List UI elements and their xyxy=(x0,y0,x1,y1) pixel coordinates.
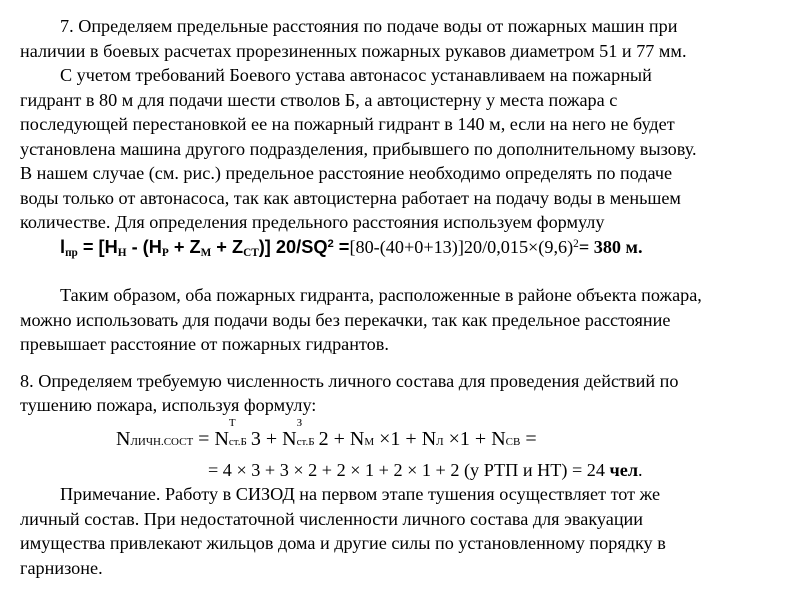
personnel-formula: NЛИЧН.СОСТ = N T ст.Б 3 + N З ст.Б 2 + NМ ×1 + NЛ ×1 + NСВ = xyxy=(116,416,537,450)
item7-line2: наличии в боевых расчетах прорезиненных пожарных рукавов диаметром 51 и 77 мм. xyxy=(20,40,687,61)
item7-line8: воды только от автонасоса, так как автоцистерна работает на подачу воды в меньшем xyxy=(20,187,681,208)
note-line4: гарнизоне. xyxy=(20,557,103,578)
conclusion-line2: можно использовать для подачи воды без перекачки, так как предельное расстояние xyxy=(20,309,671,330)
conclusion-line1: Таким образом, оба пожарных гидранта, расположенные в районе объекта пожара, xyxy=(60,285,702,305)
note-line1: Примечание. Работу в СИЗОД на первом этапе тушения осуществляет тот же xyxy=(60,484,661,504)
personnel-result: = 4 × 3 + 3 × 2 + 2 × 1 + 2 × 1 + 2 (у РТП и НТ) = 24 чел. xyxy=(208,459,643,480)
note-line2: личный состав. При недостаточной численности личного состава для эвакуации xyxy=(20,508,644,529)
spacer xyxy=(20,357,780,369)
item8-line2: тушению пожара, используя формулу: xyxy=(20,395,317,415)
item7-line9: количестве. Для определения предельного расстояния используем формулу xyxy=(20,212,605,232)
item7-line7: В нашем случае (см. рис.) предельное расстояние необходимо определять по подаче xyxy=(20,163,673,183)
item7-line5: последующей перестановкой ее на пожарный гидрант в 140 м, если на него не будет xyxy=(20,114,675,134)
note-line3: имущества привлекают жильцов дома и другие силы по установленному порядку в xyxy=(20,533,666,553)
item7-line6: установлена машина другого подразделения, прибывшего по дополнительному вызову. xyxy=(20,138,697,159)
item7-line1: 7. Определяем предельные расстояния по подаче воды от пожарных машин при xyxy=(60,16,678,36)
document-page xyxy=(20,14,780,580)
item7-line3: С учетом требований Боевого устава автонасос устанавливаем на пожарный xyxy=(60,65,652,85)
conclusion-line3: превышает расстояние от пожарных гидрантов. xyxy=(20,334,389,354)
distance-formula: $l_{пр} = [H_H - (H_P + Z_M + Z_{СТ})]$ $20/SQ^2 =[80-(40+0+13)]20/0,015\times(9,6)^2= 380$ м. xyxy=(60,236,643,259)
spacer xyxy=(20,259,780,283)
item7-line4: гидрант в 80 м для подачи шести стволов Б, а автоцистерну у места пожара с xyxy=(20,89,618,110)
item8-line1: 8. Определяем требуемую численность личного состава для проведения действий по xyxy=(20,370,679,391)
